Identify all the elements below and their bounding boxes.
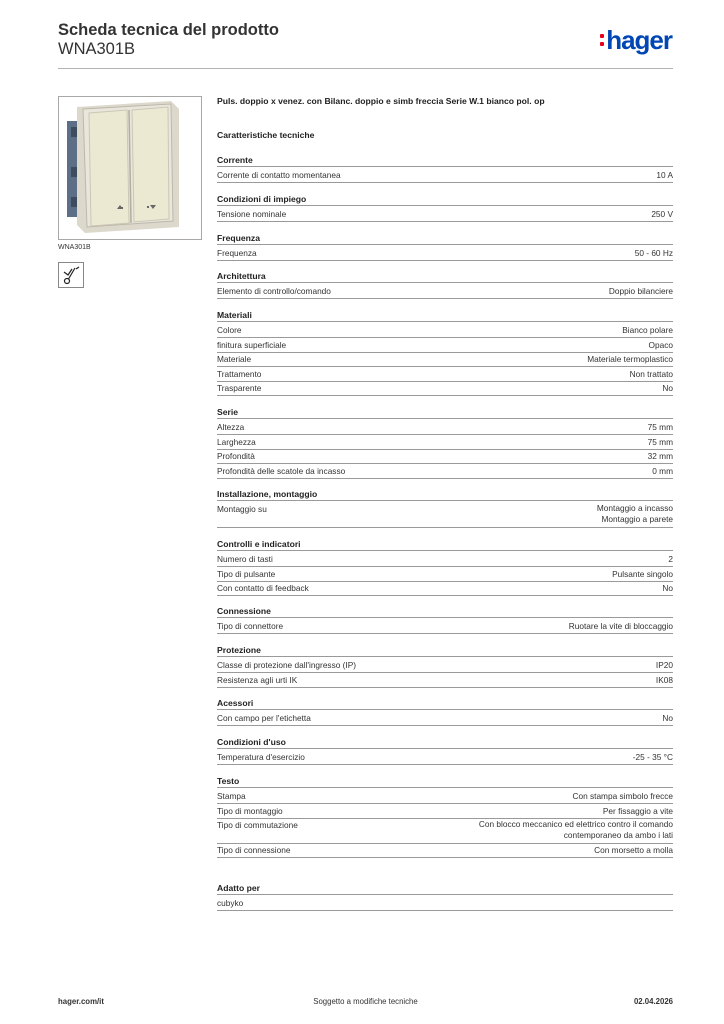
document-title: Scheda tecnica del prodotto bbox=[58, 21, 279, 39]
spec-value bbox=[587, 353, 673, 365]
spec-label: Tipo di connessione bbox=[217, 845, 291, 855]
spec-value bbox=[649, 339, 673, 351]
section-title: Condizioni d'uso bbox=[217, 737, 673, 749]
spec-value bbox=[656, 169, 673, 181]
spec-label: Profondità delle scatole da incasso bbox=[217, 465, 346, 476]
spec-value bbox=[572, 790, 673, 802]
footer-note: Soggetto a modifiche tecniche bbox=[313, 997, 418, 1006]
image-caption: WNA301B bbox=[58, 244, 91, 251]
spec-value-line: IK08 bbox=[655, 674, 673, 685]
spec-value-line: Materiale termoplastico bbox=[587, 354, 673, 364]
spec-value bbox=[662, 712, 673, 724]
spec-value bbox=[633, 751, 673, 763]
spec-row bbox=[217, 465, 673, 479]
spec-row bbox=[217, 712, 673, 726]
spec-label: Classe di protezione dall'ingresso (IP) bbox=[217, 660, 357, 670]
spec-row bbox=[217, 553, 673, 567]
product-description: Puls. doppio x venez. con Bilanc. doppio e simb freccia Serie W.1 bianco pol. op bbox=[217, 96, 545, 106]
spec-value-line: No bbox=[662, 583, 673, 593]
spec-label: Resistenza agli urti IK bbox=[217, 674, 298, 685]
spec-value-line: Bianco polare bbox=[622, 325, 673, 335]
spec-value bbox=[630, 368, 673, 380]
spec-row bbox=[217, 353, 673, 367]
section-title: Serie bbox=[217, 407, 673, 419]
page-footer bbox=[58, 997, 673, 1011]
spec-value-line: 75 mm bbox=[647, 436, 673, 447]
spec-row bbox=[217, 339, 673, 353]
spec-label: Tipo di pulsante bbox=[217, 568, 276, 579]
spec-value-line: 75 mm bbox=[647, 422, 673, 432]
spec-label: Trasparente bbox=[217, 383, 262, 393]
spec-value bbox=[612, 568, 673, 580]
spec-value-line: 250 V bbox=[651, 209, 673, 219]
spec-value-line: Montaggio a parete bbox=[601, 514, 673, 524]
section-title: Materiali bbox=[217, 310, 673, 322]
spec-label: Trattamento bbox=[217, 368, 262, 379]
spec-label: Frequenza bbox=[217, 248, 257, 258]
switch-illustration bbox=[59, 97, 202, 240]
spec-value-line: Ruotare la vite di bloccaggio bbox=[568, 621, 673, 631]
spec-label: Montaggio su bbox=[217, 504, 267, 514]
spec-row bbox=[217, 659, 673, 673]
spec-label: Tipo di commutazione bbox=[217, 820, 298, 830]
spec-label: Numero di tasti bbox=[217, 554, 273, 564]
spec-row bbox=[217, 421, 673, 435]
spec-value-line: IP20 bbox=[655, 660, 673, 670]
logo-text: hager bbox=[606, 25, 672, 55]
page-header bbox=[58, 20, 673, 70]
spec-row bbox=[217, 844, 673, 858]
spec-label: Tipo di connettore bbox=[217, 621, 284, 631]
spec-row bbox=[217, 208, 673, 222]
product-code: WNA301B bbox=[58, 40, 136, 58]
spec-value-line: Con blocco meccanico ed elettrico contro il comando bbox=[478, 819, 673, 829]
spec-label: Con contatto di feedback bbox=[217, 583, 309, 593]
spec-label: Tensione nominale bbox=[217, 209, 287, 219]
spec-value-line: No bbox=[662, 383, 673, 393]
spec-label: Colore bbox=[217, 325, 242, 335]
spec-value-line: Montaggio a incasso bbox=[596, 503, 673, 513]
section-title: Architettura bbox=[217, 271, 673, 283]
spec-value bbox=[656, 659, 673, 671]
spec-value bbox=[648, 450, 673, 462]
section-title: Controlli e indicatori bbox=[217, 539, 673, 551]
spec-value-line: 32 mm bbox=[647, 451, 673, 461]
section-title: Frequenza bbox=[217, 233, 673, 245]
spec-value bbox=[652, 465, 673, 477]
spec-label: Con campo per l'etichetta bbox=[217, 713, 311, 723]
section-title: Installazione, montaggio bbox=[217, 489, 673, 501]
spec-label: Profondità bbox=[217, 451, 255, 461]
spec-value-line: No bbox=[662, 713, 673, 723]
header-divider bbox=[58, 68, 673, 69]
spec-label: Altezza bbox=[217, 422, 245, 432]
spec-value bbox=[648, 436, 673, 448]
spec-value bbox=[668, 553, 673, 565]
spec-row bbox=[217, 790, 673, 804]
section-title: Testo bbox=[217, 776, 673, 788]
section-title: Connessione bbox=[217, 606, 673, 618]
product-image bbox=[58, 96, 202, 240]
spec-label: cubyko bbox=[217, 898, 244, 908]
spec-value bbox=[662, 382, 673, 394]
spec-value-line: 0 mm bbox=[652, 465, 673, 476]
spec-label: finitura superficiale bbox=[217, 339, 287, 350]
spec-value bbox=[622, 324, 673, 336]
spec-label: Corrente di contatto momentanea bbox=[217, 170, 341, 180]
spec-value-line: Opaco bbox=[648, 339, 673, 350]
section-title: Condizioni di impiego bbox=[217, 194, 673, 206]
technical-characteristics-heading: Caratteristiche tecniche bbox=[217, 130, 315, 140]
section-title: Acessori bbox=[217, 698, 673, 710]
spec-value-line: Con morsetto a molla bbox=[594, 845, 673, 855]
spec-row bbox=[217, 582, 673, 596]
spec-value-line: Non trattato bbox=[629, 368, 673, 379]
spec-value bbox=[609, 285, 673, 297]
footer-website-link[interactable]: hager.com/it bbox=[58, 997, 104, 1006]
spec-value bbox=[597, 503, 673, 525]
spec-value-line: Per fissaggio a vite bbox=[602, 805, 673, 816]
spec-value-line: Pulsante singolo bbox=[612, 568, 673, 579]
spec-value bbox=[479, 819, 673, 841]
spec-value-line: 50 - 60 Hz bbox=[634, 248, 673, 258]
section-title: Corrente bbox=[217, 155, 673, 167]
spec-row bbox=[217, 503, 673, 528]
spec-row bbox=[217, 805, 673, 819]
spec-value bbox=[603, 805, 673, 817]
spec-label: Materiale bbox=[217, 354, 252, 364]
spec-row bbox=[217, 285, 673, 299]
spec-row bbox=[217, 751, 673, 765]
spec-value bbox=[569, 620, 673, 632]
section-title: Protezione bbox=[217, 645, 673, 657]
spec-value-line: -25 - 35 °C bbox=[632, 752, 673, 762]
spec-value bbox=[648, 421, 673, 433]
spec-value bbox=[635, 247, 673, 259]
spec-value bbox=[662, 582, 673, 594]
spec-row bbox=[217, 169, 673, 183]
spec-value-line: 10 A bbox=[656, 170, 673, 180]
spec-row bbox=[217, 897, 673, 911]
spec-label: Stampa bbox=[217, 791, 246, 801]
spec-value-line: Con stampa simbolo frecce bbox=[572, 791, 673, 801]
logo-dots bbox=[600, 34, 604, 50]
spec-value bbox=[656, 674, 673, 686]
spec-row bbox=[217, 368, 673, 382]
spec-value bbox=[651, 208, 673, 220]
section-title: Adatto per bbox=[217, 883, 673, 895]
spec-row bbox=[217, 382, 673, 396]
spec-row bbox=[217, 247, 673, 261]
spec-row bbox=[217, 436, 673, 450]
spec-label: Temperatura d'esercizio bbox=[217, 752, 305, 762]
spec-label: Larghezza bbox=[217, 436, 256, 447]
hager-logo bbox=[606, 25, 672, 56]
spec-row bbox=[217, 819, 673, 844]
spec-label: Tipo di montaggio bbox=[217, 805, 283, 816]
spec-value-line: 2 bbox=[668, 554, 673, 564]
spec-row bbox=[217, 674, 673, 688]
spec-row bbox=[217, 450, 673, 464]
footer-date: 02.04.2026 bbox=[633, 997, 673, 1006]
spec-row bbox=[217, 620, 673, 634]
spec-row bbox=[217, 324, 673, 338]
pushbutton-symbol-icon bbox=[58, 262, 84, 288]
spec-label: Elemento di controllo/comando bbox=[217, 286, 331, 296]
spec-value-line: Doppio bilanciere bbox=[608, 286, 673, 296]
spec-value bbox=[594, 844, 673, 856]
spec-row bbox=[217, 568, 673, 582]
spec-value-line: contemporaneo da ambo i lati bbox=[563, 830, 673, 840]
